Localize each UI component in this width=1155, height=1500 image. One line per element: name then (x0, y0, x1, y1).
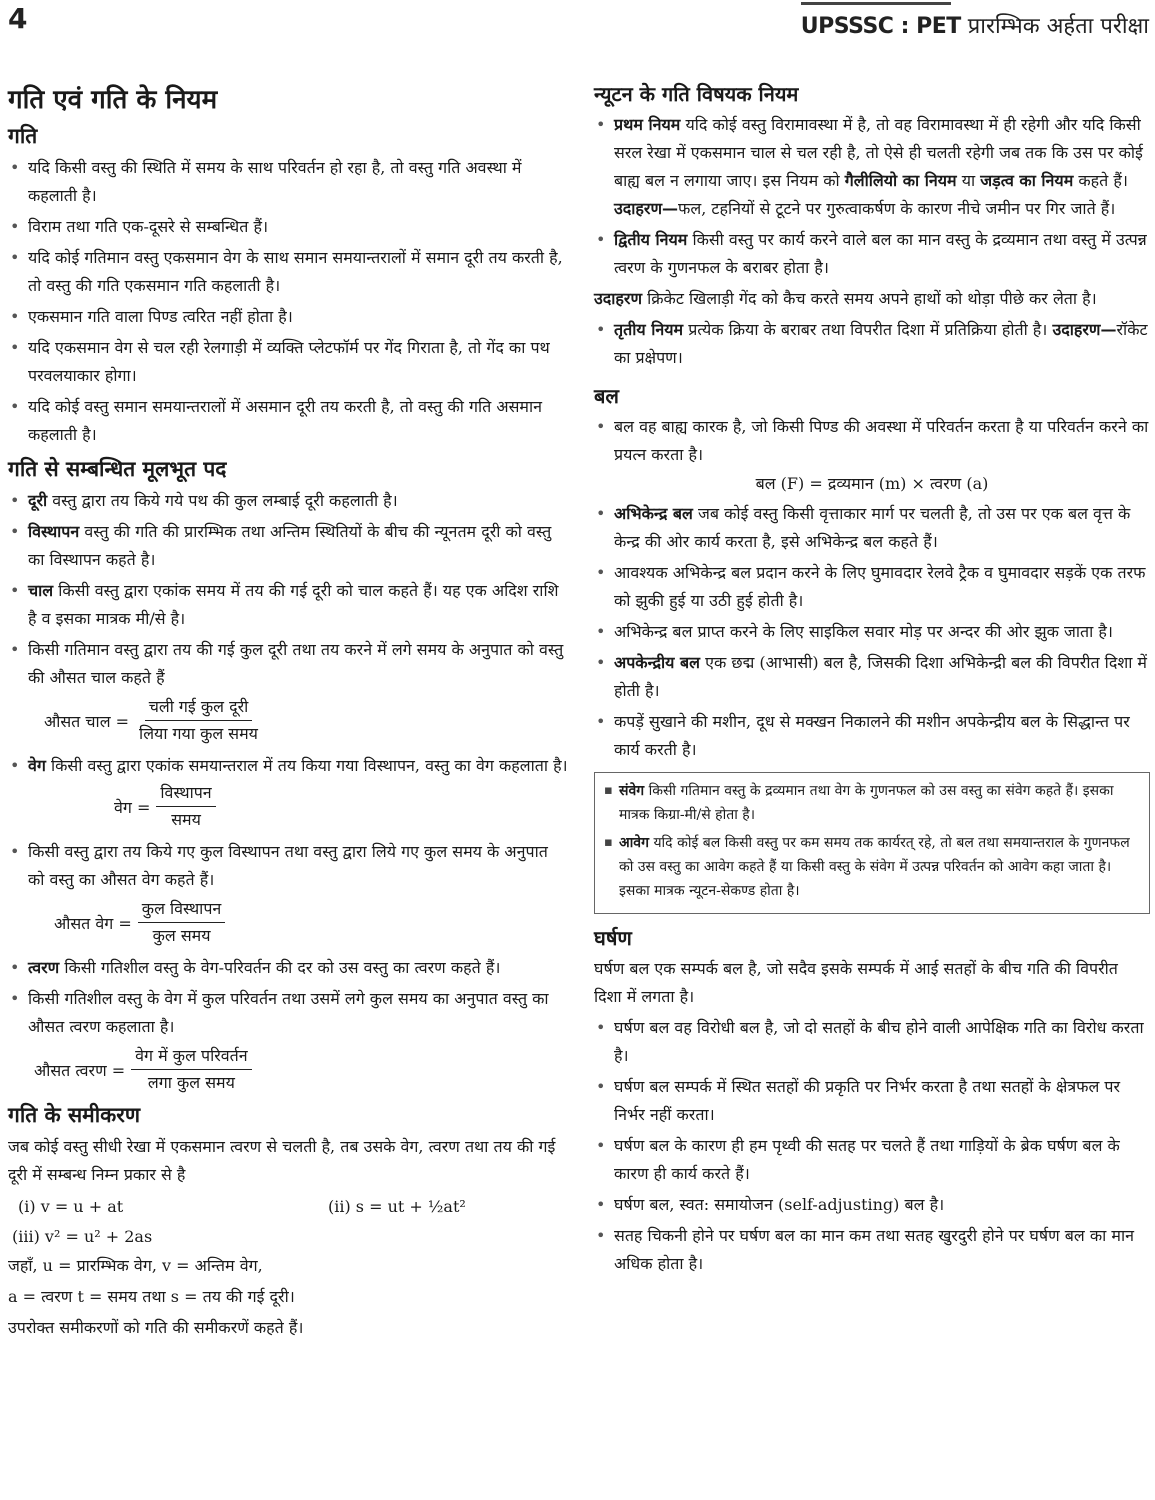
term-text: फल, टहनियों से टूटने पर गुरुत्वाकर्षण के कारण नीचे जमीन पर गिर जाते हैं। (678, 199, 1116, 218)
term-text: जब कोई वस्तु किसी वृत्ताकार मार्ग पर चलती है, तो उस पर एक बल वृत्त के केन्द्र की ओर कार्य करता है, इसे अभिकेन्द्र बल कहते हैं। (614, 504, 1131, 551)
equation-row (8, 1222, 568, 1252)
header-subtitle: प्रारम्भिक अर्हता परीक्षा (967, 14, 1149, 39)
list-item: • सतह चिकनी होने पर घर्षण बल का मान कम तथा सतह खुरदुरी होने पर घर्षण बल का मान अधिक होता है। (594, 1222, 1150, 1278)
list-item: • किसी गतिमान वस्तु द्वारा तय की गई कुल दूरी तथा तय करने में लगे समय के अनुपात को वस्तु की औसत चाल कहते हैं (8, 636, 568, 692)
list-item: • घर्षण बल के कारण ही हम पृथ्वी की सतह पर चलते हैं तथा गाड़ियों के ब्रेक घर्षण बल के कारण ही कार्य करते हैं। (594, 1132, 1150, 1188)
equation-3: (iii) v² = u² + 2as (12, 1227, 153, 1246)
second-law-example (594, 285, 1150, 313)
avg-acceleration-formula (34, 1044, 568, 1095)
term-bold: जड़त्व का नियम (980, 171, 1074, 190)
list-item (8, 954, 568, 982)
fraction (138, 897, 226, 948)
bal-list-2 (594, 500, 1150, 764)
section-heading-gharshan: घर्षण (594, 926, 632, 950)
equation-1: (i) v = u + at (18, 1197, 124, 1216)
section-heading-bal: बल (594, 384, 619, 408)
header-exam-name: UPSSSC : PET (800, 14, 961, 39)
fraction-numerator: विस्थापन (156, 781, 215, 807)
list-item: • अभिकेन्द्र बल प्राप्त करने के लिए साइकिल सवार मोड़ पर अन्दर की ओर झुक जाता है। (594, 618, 1150, 646)
running-header (801, 10, 1149, 40)
term-bold: आवेग (619, 835, 649, 851)
term-bold: त्वरण (28, 958, 60, 977)
list-item (8, 487, 568, 515)
list-item (594, 226, 1150, 282)
term-bold: दूरी (28, 491, 48, 510)
box-item (603, 779, 1141, 827)
list-item: • किसी वस्तु द्वारा तय किये गए कुल विस्थापन तथा वस्तु द्वारा लिये गए कुल समय के अनुपात को वस्तु का औसत वेग कहते हैं। (8, 838, 568, 894)
equations-where-1: जहाँ, u = प्रारम्भिक वेग, v = अन्तिम वेग, (8, 1256, 263, 1275)
list-item (8, 752, 568, 780)
list-item (594, 316, 1150, 372)
list-item: • यदि एकसमान वेग से चल रही रेलगाड़ी में व्यक्ति प्लेटफॉर्म पर गेंद गिराता है, तो गेंद का पथ परवलयाकार होगा। (8, 334, 568, 390)
newton-list-2 (594, 316, 1150, 372)
gharshan-list (594, 1014, 1150, 1278)
term-text: रॉकेट का प्रक्षेपण। (614, 320, 1148, 367)
formula-lhs: औसत वेग = (54, 913, 132, 933)
fraction (135, 695, 262, 746)
avg-velocity-formula (54, 897, 568, 948)
fraction (131, 1044, 252, 1095)
fraction-numerator: चली गई कुल दूरी (145, 695, 253, 721)
bal-list (594, 413, 1150, 469)
equations-intro: जब कोई वस्तु सीधी रेखा में एकसमान त्वरण से चलती है, तब उसके वेग, त्वरण तथा तय की गई दूरी में सम्बन्ध निम्न प्रकार से है (8, 1137, 556, 1184)
term-bold: चाल (28, 581, 54, 600)
terms-list (8, 487, 568, 692)
fraction-denominator: लगा कुल समय (147, 1073, 235, 1092)
term-bold: उदाहरण— (1052, 320, 1117, 339)
box-item (603, 831, 1141, 903)
fraction-denominator: समय (171, 810, 201, 829)
section-heading-gati: गति (8, 124, 38, 148)
term-text: एक छद्म (आभासी) बल है, जिसकी दिशा अभिकेन्द्री बल की विपरीत दिशा में होती है। (614, 653, 1147, 700)
term-text: यदि कोई बल किसी वस्तु पर कम समय तक कार्यरत् रहे, तो बल तथा समयान्तराल के गुणनफल को उस वस्तु का आवेग कहते हैं या किसी वस्तु के संवेग में उत्पन्न परिवर्तन को आवेग कहा जाता है। (619, 835, 1130, 875)
terms-list-3 (8, 838, 568, 894)
list-item (594, 500, 1150, 556)
term-text: किसी गतिमान वस्तु के द्रव्यमान तथा वेग के गुणनफल को उस वस्तु का संवेग कहते हैं। इसका मात्रक किग्रा-मी/से होता है। (619, 783, 1114, 823)
term-bold: अभिकेन्द्र बल (614, 504, 693, 523)
term-text: किसी गतिशील वस्तु के वेग-परिवर्तन की दर को उस वस्तु का त्वरण कहते हैं। (64, 958, 501, 977)
list-item: • घर्षण बल, स्वत: समायोजन (self-adjusting) बल है। (594, 1191, 1150, 1219)
section-heading-newton: न्यूटन के गति विषयक नियम (594, 82, 799, 106)
chapter-title: गति एवं गति के नियम (8, 85, 218, 115)
term-bold: संवेग (619, 783, 645, 799)
term-text: क्रिकेट खिलाड़ी गेंद को कैच करते समय अपने हाथों को थोड़ा पीछे कर लेता है। (647, 289, 1097, 308)
term-text: कहते हैं। (1078, 171, 1128, 190)
term-text: या (961, 171, 976, 190)
list-item: • यदि कोई गतिमान वस्तु एकसमान वेग के साथ समान समयान्तरालों में समान दूरी तय करती है, तो वस्तु की गति एकसमान गति कहलाती है। (8, 244, 568, 300)
fraction-denominator: लिया गया कुल समय (139, 724, 258, 743)
list-item: • कपड़ें सुखाने की मशीन, दूध से मक्खन निकालने की मशीन अपकेन्द्रीय बल के सिद्धान्त पर कार्य करती है। (594, 708, 1150, 764)
term-bold: तृतीय नियम (614, 320, 684, 339)
term-bold: प्रथम नियम (614, 115, 681, 134)
list-item (594, 111, 1150, 223)
avg-speed-formula (44, 695, 568, 746)
formula-lhs: औसत चाल = (44, 711, 130, 731)
term-text: इसका मात्रक न्यूटन-सेकण्ड होता है। (619, 883, 800, 899)
newton-list (594, 111, 1150, 282)
right-column (594, 76, 1150, 1281)
list-item: • यदि किसी वस्तु की स्थिति में समय के साथ परिवर्तन हो रहा है, तो वस्तु गति अवस्था में कहलाती है। (8, 154, 568, 210)
term-bold: द्वितीय नियम (614, 230, 688, 249)
page-number: 4 (8, 2, 28, 35)
left-column (8, 76, 568, 1345)
list-item (594, 649, 1150, 705)
list-item: • आवश्यक अभिकेन्द्र बल प्रदान करने के लिए घुमावदार रेलवे ट्रैक व घुमावदार सड़कें एक तरफ को झुकी हुई या उठी हुई होती है। (594, 559, 1150, 615)
list-item: • घर्षण बल वह विरोधी बल है, जो दो सतहों के बीच होने वाली आपेक्षिक गति का विरोध करता है। (594, 1014, 1150, 1070)
term-text: किसी वस्तु द्वारा एकांक समय में तय की गई दूरी को चाल कहते हैं। यह एक अदिश राशि है व इसका मात्रक मी/से है। (28, 581, 559, 628)
list-item: • किसी गतिशील वस्तु के वेग में कुल परिवर्तन तथा उसमें लगे कुल समय का अनुपात वस्तु का औसत त्वरण कहलाता है। (8, 985, 568, 1041)
header-rule (801, 2, 951, 5)
equations-where-2: a = त्वरण t = समय तथा s = तय की गई दूरी। (8, 1287, 295, 1306)
formula-lhs: वेग = (114, 797, 151, 817)
section-heading-equations: गति के समीकरण (8, 1103, 141, 1127)
list-item: • विराम तथा गति एक-दूसरे से सम्बन्धित हैं। (8, 213, 568, 241)
term-bold: उदाहरण— (614, 199, 679, 218)
term-text: प्रत्येक क्रिया के बराबर तथा विपरीत दिशा में प्रतिक्रिया होती है। (688, 320, 1048, 339)
velocity-formula (114, 781, 568, 832)
list-item (8, 518, 568, 574)
fraction-denominator: कुल समय (152, 926, 211, 945)
equation-row (8, 1192, 568, 1222)
term-bold: गैलीलियो का नियम (844, 171, 957, 190)
term-text: किसी वस्तु पर कार्य करने वाले बल का मान वस्तु के द्रव्यमान तथा वस्तु में उत्पन्न त्वरण के गुणनफल के बराबर होता है। (614, 230, 1147, 277)
formula-lhs: औसत त्वरण = (34, 1060, 126, 1080)
fraction-numerator: वेग में कुल परिवर्तन (131, 1044, 252, 1070)
terms-list-2 (8, 752, 568, 780)
term-text: किसी वस्तु द्वारा एकांक समयान्तराल में तय किया गया विस्थापन, वस्तु का वेग कहलाता है। (51, 756, 568, 775)
fraction-numerator: कुल विस्थापन (138, 897, 226, 923)
term-text: यदि कोई वस्तु विरामावस्था में है, तो वह विरामावस्था में ही रहेगी और यदि किसी सरल रेखा में एकसमान चाल से चल रही है, तो ऐसे ही चलती रहेगी जब तक कि उस पर कोई बाह्य बल न लगाया जाए। इस नियम को (614, 115, 1143, 190)
term-bold: उदाहरण (594, 289, 643, 308)
list-item: • घर्षण बल सम्पर्क में स्थित सतहों की प्रकृति पर निर्भर करता है तथा सतहों के क्षेत्रफल पर निर्भर नहीं करता। (594, 1073, 1150, 1129)
term-text: वस्तु द्वारा तय किये गये पथ की कुल लम्बाई दूरी कहलाती है। (52, 491, 398, 510)
list-item (8, 577, 568, 633)
list-item: • बल वह बाह्य कारक है, जो किसी पिण्ड की अवस्था में परिवर्तन करता है या परिवर्तन करने का प्रयत्न करता है। (594, 413, 1150, 469)
fraction (156, 781, 215, 832)
gati-list (8, 154, 568, 449)
section-heading-terms: गति से सम्बन्धित मूलभूत पद (8, 457, 227, 481)
terms-list-4 (8, 954, 568, 1041)
term-bold: वेग (28, 756, 46, 775)
equations-conclusion: उपरोक्त समीकरणों को गति की समीकरणें कहते हैं। (8, 1318, 304, 1337)
force-formula: बल (F) = द्रव्यमान (m) × त्वरण (a) (755, 474, 989, 493)
gharshan-intro: घर्षण बल एक सम्पर्क बल है, जो सदैव इसके सम्पर्क में आई सतहों के बीच गति की विपरीत दिशा में लगता है। (594, 959, 1118, 1006)
list-item: • एकसमान गति वाला पिण्ड त्वरित नहीं होता है। (8, 303, 568, 331)
term-bold: अपकेन्द्रीय बल (614, 653, 701, 672)
info-box (594, 772, 1150, 914)
equation-2: (ii) s = ut + ½at² (328, 1197, 466, 1216)
term-bold: विस्थापन (28, 522, 80, 541)
list-item: • यदि कोई वस्तु समान समयान्तरालों में असमान दूरी तय करती है, तो वस्तु की गति असमान कहलाती है। (8, 393, 568, 449)
term-text: वस्तु की गति की प्रारम्भिक तथा अन्तिम स्थितियों के बीच की न्यूनतम दूरी को वस्तु का विस्थापन कहते है। (28, 522, 552, 569)
